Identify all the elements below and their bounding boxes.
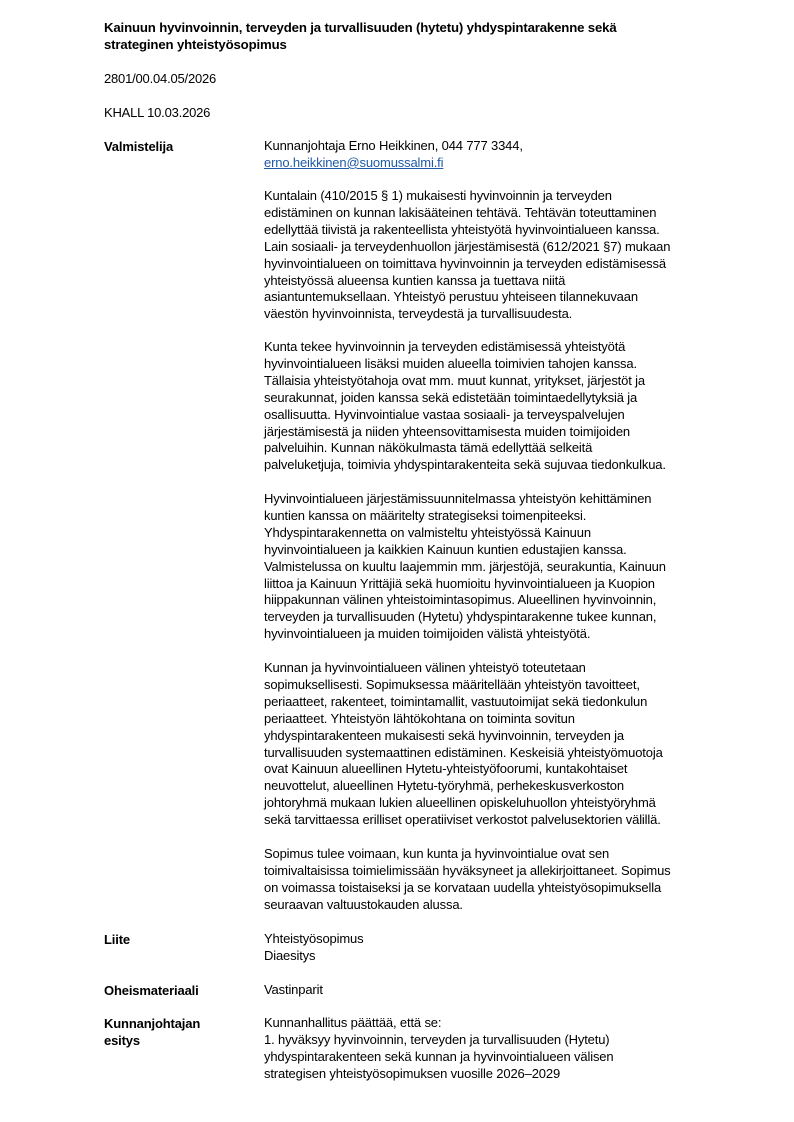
paragraph-line: seuraavan valtuustokauden alussa. (264, 896, 463, 912)
paragraph-line: palveluihin. Kunnan näkökulmasta tämä edellyttää selkeitä (264, 440, 593, 456)
contact-line: Kunnanjohtaja Erno Heikkinen, 044 777 3344, (264, 138, 523, 153)
paragraph-line: yhteistyössä alueensa kuntien kanssa ja tuettava niitä (264, 272, 566, 288)
paragraph-line: neuvottelut, alueellinen Hytetu-työryhmä, perhekeskusverkoston (264, 778, 624, 794)
label-line: Kunnanjohtajan (104, 1016, 201, 1031)
attachments-list (264, 931, 744, 965)
paragraph-line: järjestämisestä ja niiden yhteensovittamisesta muiden toimijoiden (264, 423, 630, 439)
paragraph-line: sopimuksellisesti. Sopimuksessa määritellään yhteistyön tavoitteet, (264, 676, 640, 692)
record-number: 2801/00.04.05/2026 (104, 71, 217, 86)
paragraph-line: edellyttää tiivistä ja rakenteellista yhteistyötä hyvinvointialueen kanssa. (264, 221, 660, 237)
paragraph-line: palveluketjuja, toimivia yhdyspintarakenteita sekä sujuvaa tiedonkulkua. (264, 457, 666, 473)
paragraph-line: Valmistelussa on kuultu laajemmin mm. järjestöjä, seurakuntia, Kainuun (264, 558, 666, 574)
paragraph-line: periaatteet, rakenteet, toimintamallit, vastuutoimijat sekä tiedonkulun (264, 693, 648, 709)
paragraph-line: osallisuutta. Hyvinvointialue vastaa sosiaali- ja terveyspalvelujen (264, 406, 625, 422)
paragraph-line: Kuntalain (410/2015 § 1) mukaisesti hyvinvoinnin ja terveyden (264, 188, 612, 203)
paragraph-line: hyvinvointialueen ja kaikkien Kainuun kuntien edustajien kanssa. (264, 541, 627, 557)
paragraph-line: terveyden ja turvallisuuden (Hytetu) yhdyspintarakenne tukee kunnan, (264, 609, 657, 625)
paragraph-line: Kunta tekee hyvinvoinnin ja terveyden edistämisessä yhteistyötä (264, 339, 626, 354)
paragraph-line: toimivaltaisissa toimielimissään hyväksyneet ja allekirjoittaneet. Sopimus (264, 862, 671, 878)
paragraph-line: sekä tarvittaessa erilliset operatiiviset verkostot palvelusektorien välillä. (264, 812, 661, 828)
proposal-line: Kunnanhallitus päättää, että se: (264, 1015, 442, 1030)
title-line: Kainuun hyvinvoinnin, terveyden ja turvallisuuden (hytetu) yhdyspintarakenne sekä (104, 20, 617, 35)
attachment-item: Yhteistyösopimus (264, 931, 364, 946)
paragraph-line: Sopimus tulee voimaan, kun kunta ja hyvinvointialue ovat sen (264, 846, 610, 861)
paragraph-line: liittoa ja Kainuun Yrittäjiä sekä huomioitu hyvinvointialueen ja Kuopion (264, 575, 655, 591)
paragraph-line: turvallisuuden systemaattinen edistäminen. Keskeisiä yhteistyömuotoja (264, 744, 663, 760)
paragraph-line: Kunnan ja hyvinvointialueen välinen yhteistyö toteutetaan (264, 660, 586, 675)
email-link[interactable]: erno.heikkinen@suomussalmi.fi (264, 154, 444, 170)
supplementary-list (264, 982, 744, 999)
section-label-liite: Liite (104, 932, 130, 947)
paragraph-line: johtoryhmä mukaan lukien alueellinen opiskeluhuollon yhteistyöryhmä (264, 795, 656, 811)
paragraph-3 (264, 491, 744, 643)
paragraph-line: ovat Kainuun alueellinen Hytetu-yhteistyöfoorumi, kuntakohtaiset (264, 761, 628, 777)
meeting-date: KHALL 10.03.2026 (104, 105, 211, 120)
section-label-esitys (104, 1015, 254, 1049)
title-line: strateginen yhteistyösopimus (104, 37, 287, 52)
proposal-line: 1. hyväksyy hyvinvoinnin, terveyden ja turvallisuuden (Hytetu) (264, 1031, 610, 1047)
paragraph-5 (264, 846, 744, 914)
proposal-line: strategisen yhteistyösopimuksen vuosille 2026–2029 (264, 1065, 561, 1081)
supplementary-item: Vastinparit (264, 982, 323, 997)
paragraph-line: kuntien kanssa on määritelty strategiseksi toimenpiteeksi. (264, 507, 587, 523)
document-title (104, 19, 744, 53)
paragraph-line: Tällaisia yhteistyötahoja ovat mm. muut kunnat, yritykset, järjestöt ja (264, 372, 645, 388)
paragraph-line: periaatteet. Yhteistyön lähtökohtana on toiminta sovitun (264, 710, 575, 726)
paragraph-line: hiippakunnan välinen yhteistoimintasopimus. Alueellinen hyvinvoinnin, (264, 592, 657, 608)
paragraph-1 (264, 188, 744, 323)
proposal-line: yhdyspintarakenteen sekä kunnan ja hyvinvointialueen välisen (264, 1048, 614, 1064)
paragraph-line: asiantuntemuksellaan. Yhteistyö perustuu yhteiseen tilannekuvaan (264, 289, 638, 305)
paragraph-line: Yhdyspintarakennetta on valmisteltu yhteistyössä Kainuun (264, 524, 591, 540)
proposal-text (264, 1015, 744, 1083)
section-label-oheismateriaali: Oheismateriaali (104, 983, 199, 998)
paragraph-line: seurakunnat, joiden kanssa sekä edistetään toimintaedellytyksiä ja (264, 389, 638, 405)
paragraph-line: hyvinvointialueen ja muiden toimijoiden välistä yhteistyötä. (264, 626, 591, 642)
paragraph-line: väestön hyvinvoinnista, terveydestä ja turvallisuudesta. (264, 306, 573, 322)
paragraph-line: Lain sosiaali- ja terveydenhuollon järjestämisestä (612/2021 §7) mukaan (264, 238, 671, 254)
paragraph-4 (264, 660, 744, 829)
paragraph-line: Hyvinvointialueen järjestämissuunnitelmassa yhteistyön kehittäminen (264, 491, 652, 506)
paragraph-2 (264, 339, 744, 474)
label-line: esitys (104, 1033, 140, 1048)
paragraph-line: on voimassa toistaiseksi ja se korvataan uudella yhteistyösopimuksella (264, 879, 662, 895)
paragraph-line: yhdyspintarakenteen mukaisesti sekä hyvinvoinnin, terveyden ja (264, 727, 624, 743)
paragraph-line: edistäminen on kunnan lakisääteinen tehtävä. Tehtävän toteuttaminen (264, 204, 657, 220)
paragraph-line: hyvinvointialueen on toimittava hyvinvoinnin ja terveyden edistämisessä (264, 255, 666, 271)
paragraph-line: hyvinvointialueen lisäksi muiden alueella toimivien tahojen kanssa. (264, 355, 637, 371)
section-label-valmistelija: Valmistelija (104, 139, 174, 154)
attachment-item: Diaesitys (264, 947, 316, 963)
preparer-contact (264, 138, 744, 172)
